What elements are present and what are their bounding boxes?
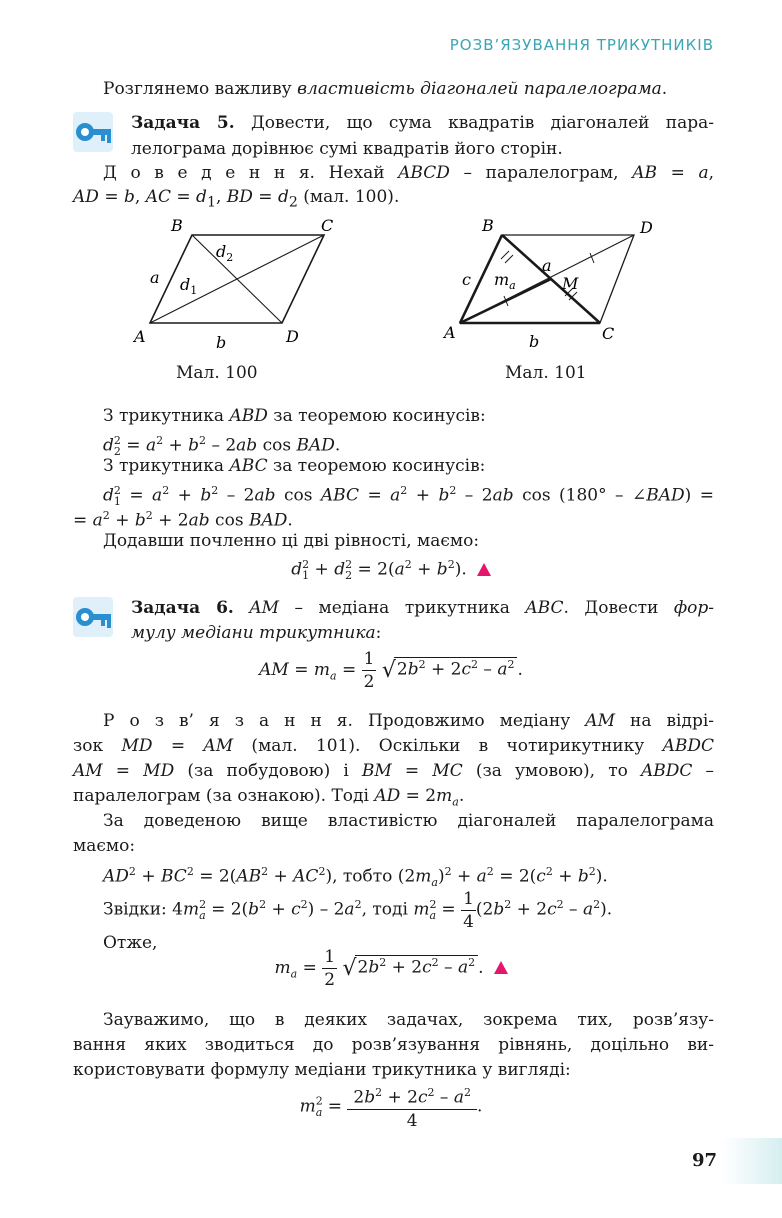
solution-line7: $AD^2 + BC^2 = 2(AB^2 + AC^2)$, тобто $(2m_a)^2 + a^2 = 2(c^2 + b^2)$. (103, 865, 608, 890)
svg-text:B: B (171, 216, 183, 235)
intro-italic: властивість діагоналей паралелограма (297, 79, 662, 99)
figure-100 (130, 215, 350, 350)
figure-100-caption: Мал. 100 (176, 363, 258, 383)
formula-median: AM = $m_a$ = $\frac{1}{2}$ $√2b^2 + 2c^2 - a^2$ . (259, 649, 523, 692)
intro-text: Розглянемо важливу (103, 79, 298, 99)
line-abd: З трикутника ABD за теоремою косинусів: (103, 406, 486, 426)
intro-paragraph (103, 76, 667, 102)
median-num: 1 (363, 649, 375, 669)
task6-italic2: мулу медіани трикутника (131, 623, 376, 643)
task6-italic1: фор- (673, 598, 714, 618)
median-den: 2 (363, 672, 375, 692)
formula-median-final: $m_a$ = $\frac{1}{2}$ $√2b^2 + 2c^2 - a^2$ . (0, 946, 782, 991)
svg-text:d1: $d_1$ (180, 275, 198, 297)
remark-line1: Зауважимо, що в деяких задачах, зокрема тих, розв’язу- (103, 1010, 714, 1030)
svg-text:B: B (482, 216, 494, 235)
line-sum: Додавши почленно ці дві рівності, маємо: (103, 531, 480, 551)
proof-line2: AD = b, AC = $d_1$, BD = $d_2$ (мал. 100). (73, 187, 400, 211)
svg-text:D: D (640, 218, 653, 237)
svg-text:b: b (216, 333, 227, 350)
fraction-num: 1 (463, 888, 474, 909)
svg-text:b: b (529, 332, 540, 350)
proof-line1: Д о в е д е н н я. Нехай ABCD – паралелограм, AB = a, (103, 163, 714, 183)
end-of-solution-icon (494, 961, 508, 974)
svg-text:ma: $m_a$ (494, 270, 516, 292)
task6-line1: Задача 6. AM – медіана трикутника ABC. Довести фор- (131, 598, 714, 618)
figure-101 (438, 215, 668, 350)
page-corner-band (722, 1138, 782, 1184)
svg-text:a: a (150, 268, 160, 287)
page-number: 97 (692, 1150, 718, 1171)
task6-label: Задача 6. (131, 598, 234, 618)
solution-line5: За доведеною вище властивістю діагоналей паралелограма (103, 811, 714, 831)
svg-text:A: A (134, 327, 146, 346)
solution-line8: Звідки: $4m^2_a = 2(b^2 + c^2) - 2a^2$, тоді $m^2_a$ = $\frac{1}{4}$ $(2b^2 + 2c^2 - a^2)$. (103, 888, 613, 932)
proof-label: Д о в е д е н н я. (103, 163, 315, 183)
task5-label: Задача 5. (131, 113, 235, 133)
solution-line1: Р о з в’ я з а н н я. Продовжимо медіану AM на відрі- (103, 711, 715, 731)
line-abc: З трикутника ABC за теоремою косинусів: (103, 456, 486, 476)
svg-text:A: A (444, 323, 456, 342)
remark-line2: вання яких зводиться до розв’язування рівнянь, доцільно ви- (73, 1035, 714, 1055)
remark-den: 4 (406, 1110, 418, 1131)
intro-end: . (661, 79, 668, 99)
final-den: 2 (324, 970, 336, 990)
svg-text:c: c (462, 270, 471, 289)
task5-text1: Довести, що сума квадратів діагоналей пара- (250, 113, 714, 133)
solution-line4: паралелограм (за ознакою). Тоді AD = $2m_a$. (73, 786, 465, 809)
solution-line6: маємо: (73, 836, 136, 856)
formula-d1-cont: = $a^2 + b^2 + 2ab$ cos BAD. (73, 509, 293, 531)
running-header: РОЗВ’ЯЗУВАННЯ ТРИКУТНИКІВ (449, 36, 714, 54)
remark-line3: користовувати формулу медіани трикутника у вигляді: (73, 1060, 571, 1080)
svg-text:M: M (562, 274, 579, 293)
task5-line2: лелограма дорівнює сумі квадратів його сторін. (131, 139, 563, 159)
formula-d2: $d^2_2 = a^2 + b^2 - 2ab$ cos BAD. (103, 434, 341, 459)
final-num: 1 (324, 947, 336, 967)
solution-line3: AM = MD (за побудовою) і BM = MC (за умовою), то ABDC – (73, 761, 715, 781)
task6-line2: мулу медіани трикутника: (131, 623, 382, 643)
key-icon (73, 112, 113, 152)
end-of-proof-icon (477, 563, 491, 576)
solution-label: Р о з в’ я з а н н я. (103, 711, 353, 731)
svg-text:a: a (542, 256, 552, 275)
fraction-den: 4 (463, 911, 474, 932)
solution-line9: Отже, (103, 933, 158, 953)
svg-text:D: D (286, 327, 299, 346)
formula-d1: $d^2_1 = a^2 + b^2 - 2ab$ cos ABC = $a^2 + b^2 - 2ab$ cos (180° – ∠BAD) = (103, 484, 714, 509)
figure-101-caption: Мал. 101 (505, 363, 587, 383)
formula-sum: $d^2_1 + d^2_2 = 2(a^2 + b^2)$. (0, 558, 782, 582)
key-icon (73, 597, 113, 637)
svg-text:d2: $d_2$ (216, 242, 234, 264)
solution-line2: зок MD = AM (мал. 101). Оскільки в чотирикутнику ABDC (73, 736, 714, 756)
svg-text:C: C (602, 324, 615, 343)
svg-text:C: C (321, 216, 334, 235)
task5-line1 (131, 110, 714, 136)
formula-median-squared: $m^2_a$ = $\frac{2b^2 + 2c^2 - a^2}{4}$ . (0, 1082, 782, 1132)
